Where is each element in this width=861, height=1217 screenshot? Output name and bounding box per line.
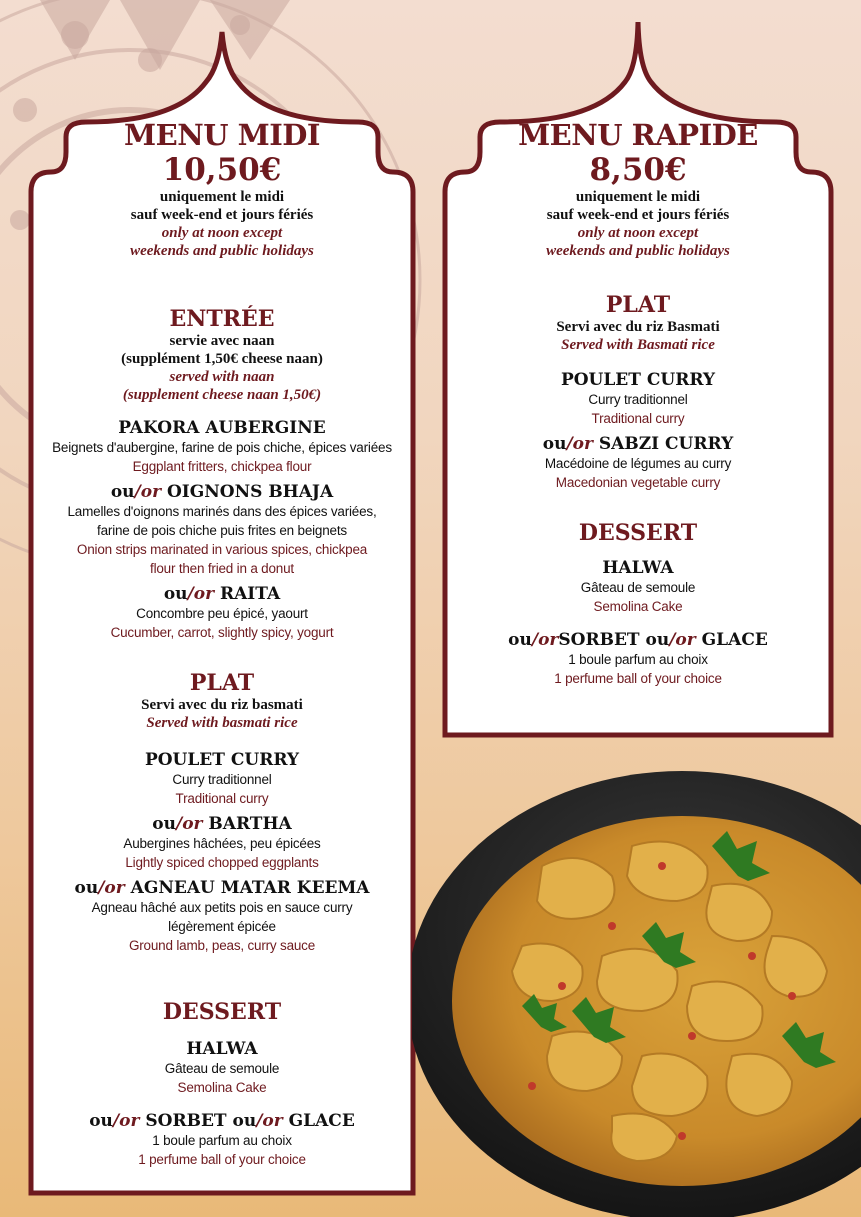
dish-desc-fr: Gâteau de semoule xyxy=(164,1061,280,1076)
dish-desc-en: Traditional curry xyxy=(175,791,269,806)
dish-desc-fr: 1 boule parfum au choix xyxy=(568,652,708,667)
dish-name: GLACE xyxy=(288,1111,355,1131)
dish-name: AGNEAU MATAR KEEMA xyxy=(130,878,370,898)
dish-name: PAKORA AUBERGINE xyxy=(118,418,326,438)
menu-rapide-price: 8,50€ xyxy=(589,152,687,188)
menu-rapide-note-en-1: only at noon except xyxy=(577,225,699,241)
or-en: /or xyxy=(256,1111,283,1131)
dish-name-line xyxy=(31,1111,413,1131)
dish-desc-fr: Macédoine de légumes au curry xyxy=(544,456,732,471)
dessert-heading: DESSERT xyxy=(162,999,282,1025)
menu-rapide-note-fr-1: uniquement le midi xyxy=(575,189,701,205)
menu-rapide-title: MENU RAPIDE xyxy=(518,118,758,152)
or-en: /or xyxy=(175,814,203,834)
or-en: /or xyxy=(112,1111,140,1131)
dish-desc-fr: Lamelles d'oignons marinés dans des épices variées, xyxy=(67,504,377,519)
dish-desc-en: Ground lamb, peas, curry sauce xyxy=(128,938,316,953)
dish-desc-en: Eggplant fritters, chickpea flour xyxy=(132,459,312,474)
or-fr: ou xyxy=(163,584,188,604)
dish-name: POULET CURRY xyxy=(144,750,300,770)
or-fr: ou xyxy=(152,814,176,834)
dish-desc-fr: Concombre peu épicé, yaourt xyxy=(136,606,308,621)
dish-desc-fr: Curry traditionnel xyxy=(172,772,272,787)
dish-name: SABZI CURRY xyxy=(598,434,734,454)
dish-desc-fr: Curry traditionnel xyxy=(588,392,688,407)
dish-name-line xyxy=(31,878,413,898)
plat-heading: PLAT xyxy=(189,670,255,696)
plat-sub-fr: Servi avec du riz basmati xyxy=(141,697,303,713)
dish-desc-fr: farine de pois chiche puis frites en beignets xyxy=(97,523,347,538)
dish-desc-fr: légèrement épicée xyxy=(168,919,276,934)
dish-desc-fr: Beignets d'aubergine, farine de pois chiche, épices variées xyxy=(52,440,392,455)
or-fr: ou xyxy=(542,434,567,454)
dish-name-line xyxy=(31,584,413,604)
dish-desc-fr: 1 boule parfum au choix xyxy=(152,1133,292,1148)
menu-rapide-note-fr-2: sauf week-end et jours fériés xyxy=(546,207,730,223)
or-en: /or xyxy=(566,434,593,454)
menu-rapide-note-en-2: weekends and public holidays xyxy=(546,243,730,259)
or-fr: ou xyxy=(74,878,99,898)
entree-sub-en-1: served with naan xyxy=(169,369,275,385)
or-en: /or xyxy=(531,630,559,650)
menu-rapide-panel xyxy=(445,118,831,688)
entree-heading: ENTRÉE xyxy=(169,306,275,332)
curry-dish-photo xyxy=(412,756,861,1217)
dish-desc-en: Cucumber, carrot, slightly spicy, yogurt xyxy=(110,625,334,640)
dish-desc-fr: Agneau hâché aux petits pois en sauce curry xyxy=(91,900,353,915)
dish-name-line xyxy=(31,814,413,834)
entree-sub-en-2: (supplement cheese naan 1,50€) xyxy=(122,387,322,403)
menu-midi-note-fr-1: uniquement le midi xyxy=(159,189,285,205)
menu-midi-note-en-1: only at noon except xyxy=(161,225,283,241)
dish-name: SORBET xyxy=(558,630,640,650)
menu-midi-panel xyxy=(31,118,413,1169)
dish-name: RAITA xyxy=(219,584,281,604)
dish-desc-en: Macedonian vegetable curry xyxy=(555,475,721,490)
plat-heading: PLAT xyxy=(605,292,671,318)
entree-sub-fr-2: (supplément 1,50€ cheese naan) xyxy=(121,351,323,367)
dish-desc-fr: Gâteau de semoule xyxy=(580,580,696,595)
plat-sub-en: Served with Basmati rice xyxy=(561,337,715,353)
or-fr: ou xyxy=(508,630,532,650)
or-fr: ou xyxy=(645,630,670,650)
or-en: /or xyxy=(98,878,125,898)
dish-desc-fr: Aubergines hâchées, peu épicées xyxy=(123,836,321,851)
or-fr: ou xyxy=(110,482,135,502)
menu-midi-note-fr-2: sauf week-end et jours fériés xyxy=(130,207,314,223)
dish-desc-en: Onion strips marinated in various spices, chickpea xyxy=(76,542,368,557)
dish-name: HALWA xyxy=(602,558,674,578)
entree-sub-fr-1: servie avec naan xyxy=(169,333,275,349)
plat-sub-fr: Servi avec du riz Basmati xyxy=(556,319,720,335)
or-en: /or xyxy=(669,630,696,650)
dish-name-line xyxy=(445,434,831,454)
dessert-heading: DESSERT xyxy=(578,520,698,546)
dish-desc-en: Semolina Cake xyxy=(593,599,683,614)
dish-desc-en: Semolina Cake xyxy=(177,1080,267,1095)
dish-name: SORBET xyxy=(145,1111,227,1131)
dish-desc-en: flour then fried in a donut xyxy=(150,561,294,576)
or-fr: ou xyxy=(232,1111,257,1131)
dish-name: POULET CURRY xyxy=(560,370,716,390)
menu-midi-price: 10,50€ xyxy=(162,152,282,188)
dish-name-line xyxy=(31,482,413,502)
dish-name: BARTHA xyxy=(208,814,292,834)
dish-desc-en: 1 perfume ball of your choice xyxy=(554,671,722,686)
dish-name: OIGNONS BHAJA xyxy=(166,482,334,502)
menu-midi-title: MENU MIDI xyxy=(124,118,320,152)
dish-name: HALWA xyxy=(186,1039,258,1059)
or-fr: ou xyxy=(89,1111,113,1131)
dish-desc-en: Traditional curry xyxy=(591,411,685,426)
or-en: /or xyxy=(134,482,162,502)
dish-name: GLACE xyxy=(701,630,768,650)
menu-midi-note-en-2: weekends and public holidays xyxy=(130,243,314,259)
plat-sub-en: Served with basmati rice xyxy=(146,715,298,731)
dish-name-line xyxy=(445,630,831,650)
or-en: /or xyxy=(187,584,215,604)
dish-desc-en: Lightly spiced chopped eggplants xyxy=(125,855,319,870)
dish-desc-en: 1 perfume ball of your choice xyxy=(138,1152,306,1167)
